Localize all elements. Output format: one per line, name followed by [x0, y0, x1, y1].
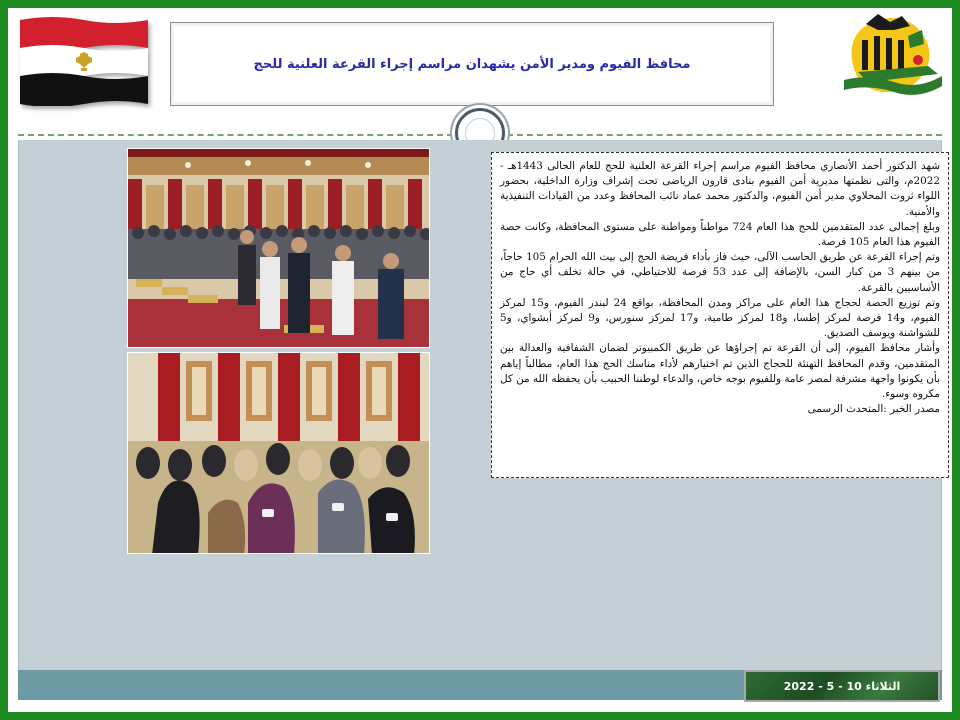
- governorate-logo-icon: [838, 10, 946, 110]
- article-source: مصدر الخبر :المتحدث الرسمى: [807, 403, 940, 416]
- article-paragraph: وتم إجراء القرعة عن طريق الحاسب الآلى، حيث فاز بأداء فريضة الحج إلى بيت الله الحرام 105 حاجاً، من بينهم 3 من كبار السن، بالإضافة إلى عدد 53 فرصة للاحتياطي، في حالة تخلف أي حاج من الأساسيين بالقرعة.: [500, 251, 940, 294]
- ceremony-stage-photo-icon: [127, 148, 430, 348]
- egypt-flag-icon: [18, 14, 150, 106]
- article-text-box: [491, 152, 949, 478]
- slide: [8, 8, 952, 712]
- date-badge: [744, 670, 940, 702]
- article-paragraph: وتم توزيع الحصة لحجاج هذا العام على مراكز ومدن المحافظة، بواقع 24 لبندر الفيوم، و15 لمركز الفيوم، و14 فرصة لمركز إطسا، و18 لمركز طامية، و17 لمركز سنورس، و9 لمركز أبشواي، و5 للشواشنة ويوسف الصديق.: [500, 296, 941, 340]
- article-paragraph: وأشار محافظ الفيوم، إلى أن القرعة تم إجراؤها عن طريق الكمبيوتر لضمان الشفافية والعدالة بين المتقدمين، وقدم المحافظ التهنئة للحجاج الذين تم اختيارهم لأداء مناسك الحج هذا العام، مطالباً إياهم بأن يكونوا واجهة مشرفة لمصر عامة وللفيوم بوجه خاص، والدعاء لوطننا الحبيب بأن يحفظه الله من كل مكروه وسوء.: [500, 342, 940, 401]
- article-paragraph: شهد الدكتور أحمد الأنصاري محافظ الفيوم مراسم إجراء القرعة العلنية للحج للعام الحالى 1443هـ - 2022م، والتى نظمتها مديرية أمن الفيوم بنادى قارون الرياضى تحت إشراف وزارة الداخلية، بحضور اللواء ثروت المحلاوي مدير أمن الفيوم، والدكتور محمد عماد نائب المحافظ وعدد من القيادات التنفيذية والأمنية.: [500, 160, 941, 218]
- page-title: محافظ الفيوم ومدير الأمن يشهدان مراسم إجراء القرعة العلنية للحج: [253, 56, 691, 72]
- content-panel: [18, 140, 942, 670]
- date-text: الثلاثاء 10 - 5 - 2022: [783, 679, 901, 693]
- article-paragraph: وبلغ إجمالى عدد المتقدمين للحج هذا العام 724 مواطناً ومواطنة على مستوى المحافظة، وكانت حصة الفيوم هذا العام 105 فرصة.: [500, 220, 940, 249]
- title-box: [170, 22, 774, 106]
- audience-photo-icon: [127, 352, 430, 554]
